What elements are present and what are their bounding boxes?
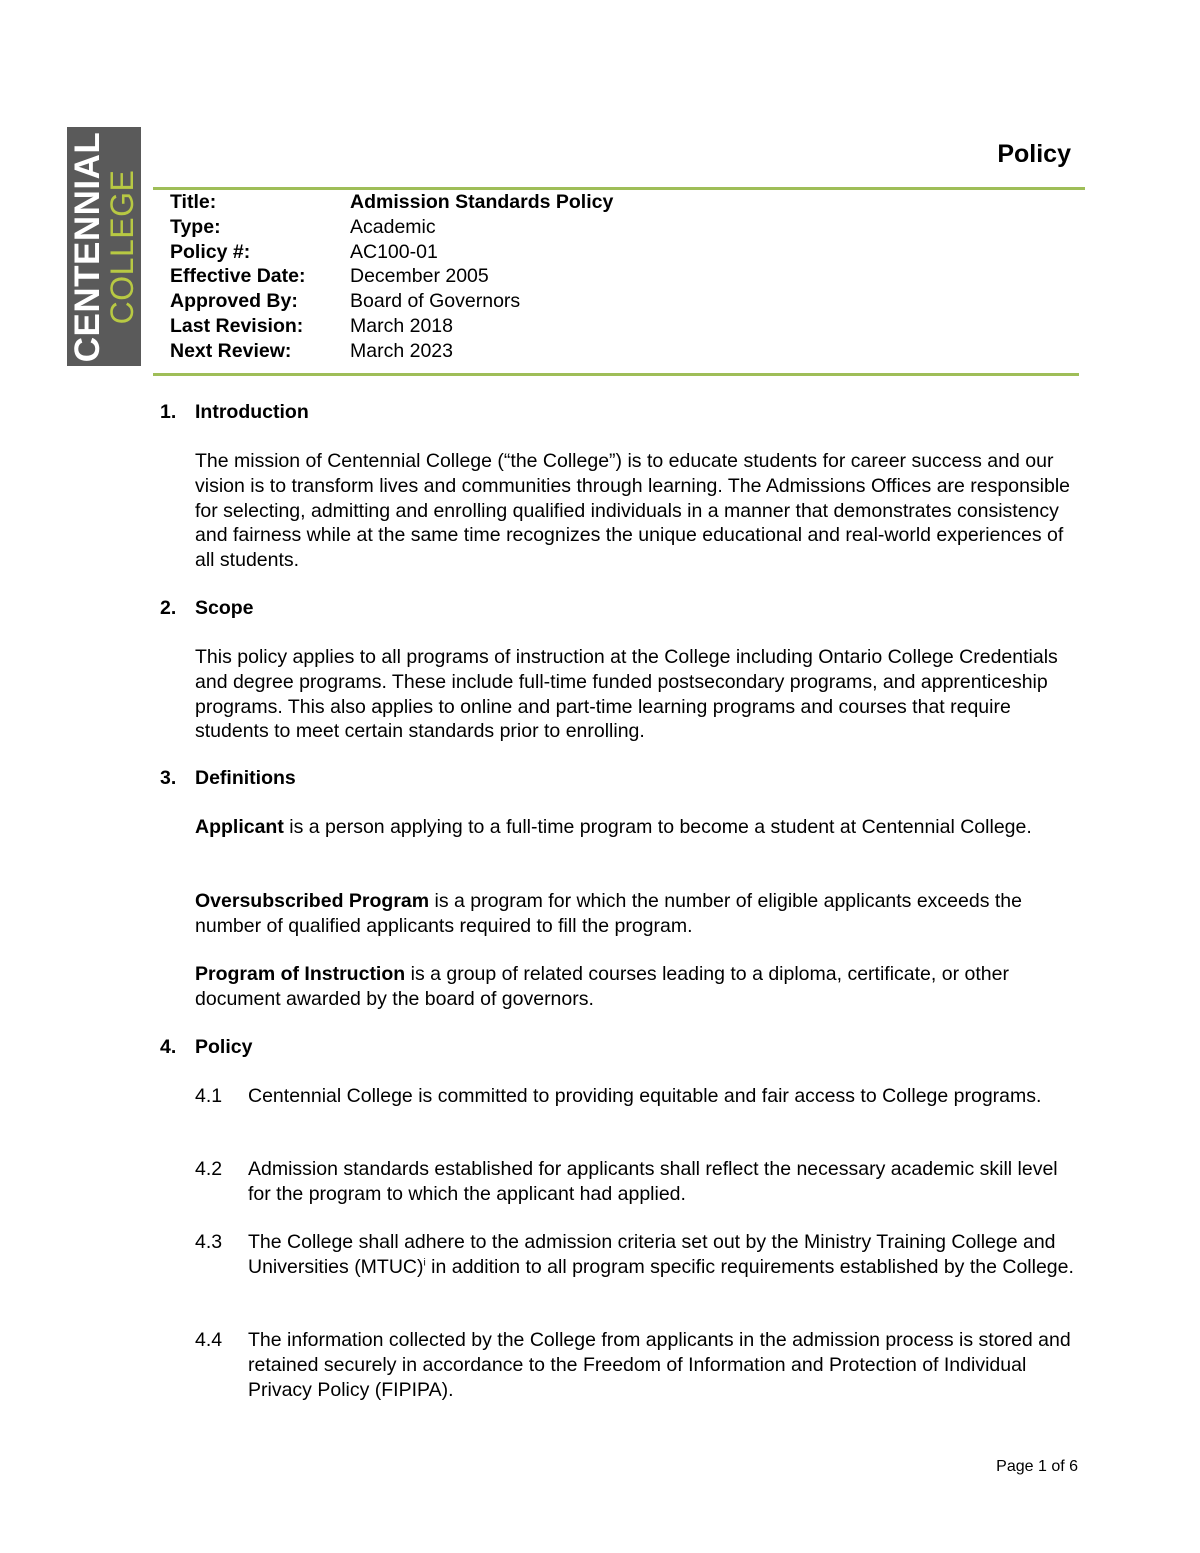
policy-item-number: 4.2 (195, 1158, 223, 1180)
footnote-marker[interactable]: i (423, 1257, 426, 1269)
meta-value: Board of Governors (350, 290, 521, 313)
policy-item-text-after: in addition to all program specific requirements established by the College. (425, 1255, 1074, 1278)
section-number: 2. (160, 597, 177, 619)
meta-row-type (170, 215, 613, 240)
meta-label: Approved By: (170, 290, 298, 313)
section-heading-policy (160, 1036, 252, 1059)
definition-program-of-instruction (195, 962, 1085, 1012)
meta-row-approved-by (170, 289, 613, 314)
section-number: 3. (160, 767, 177, 789)
definition-term: Applicant (195, 816, 284, 838)
policy-item-text (248, 1230, 1078, 1280)
definition-text: is a person applying to a full-time program to become a student at Centennial College. (283, 816, 1032, 838)
meta-value: March 2018 (350, 314, 453, 337)
meta-label: Last Revision: (170, 314, 304, 337)
meta-value: March 2023 (350, 339, 453, 362)
meta-value: Admission Standards Policy (350, 191, 614, 213)
section-heading-introduction (160, 401, 309, 424)
policy-item-text: The information collected by the College from applicants in the admission process is stored and retained securely in accordance to the Freedom of Information and Protection of Individual Privacy Policy (FIPIPA). (248, 1329, 1071, 1401)
page-number: Page 1 of 6 (996, 1458, 1078, 1475)
introduction-paragraph: The mission of Centennial College (“the College”) is to educate students for career success and our vision is to transform lives and communities through learning. The Admissions Offices are responsible for selecting, admitting and enrolling qualified individuals in a manner that demonstrates consistency and fairness while at the same time recognizes the unique educational and real-world experiences of all students. (195, 450, 1071, 572)
policy-metadata (170, 190, 613, 364)
meta-label: Policy #: (170, 240, 251, 263)
section-number: 1. (160, 401, 177, 423)
policy-item-text-before: The College shall adhere to the admission criteria set out by the Ministry Training College and Universities (MTUC) (248, 1231, 1056, 1278)
definition-term: Program of Instruction (195, 963, 406, 985)
definition-text: is a group of related courses leading to a diploma, certificate, or other document awarded by the board of governors. (195, 963, 1009, 1010)
meta-row-title (170, 190, 613, 215)
college-logo (67, 127, 141, 366)
policy-item-number: 4.1 (195, 1085, 223, 1107)
section-title: Scope (195, 597, 254, 619)
meta-label: Type: (170, 215, 221, 238)
logo-wordmark (67, 127, 141, 366)
section-title: Definitions (195, 767, 296, 789)
logo-line-2: COLLEGE (104, 169, 140, 324)
meta-value: Academic (350, 215, 436, 238)
scope-paragraph: This policy applies to all programs of instruction at the College including Ontario College Credentials and degree programs. These include full-time funded postsecondary programs, and apprenticeship programs. This also applies to online and part-time learning programs and courses that require students to meet certain standards prior to enrolling. (195, 646, 1058, 743)
definition-text: is a program for which the number of eligible applicants exceeds the number of qualified applicants required to fill the program. (195, 890, 1022, 937)
policy-item-number: 4.4 (195, 1329, 223, 1351)
section-title: Introduction (195, 401, 309, 423)
meta-label: Next Review: (170, 339, 292, 362)
section-heading-definitions (160, 767, 296, 790)
meta-value: December 2005 (350, 265, 489, 288)
section-heading-scope (160, 597, 254, 620)
meta-value: AC100-01 (350, 240, 438, 263)
logo-line-1: CENTENNIAL (68, 131, 107, 362)
meta-row-effective-date (170, 264, 613, 289)
policy-item-text: Centennial College is committed to providing equitable and fair access to College programs. (248, 1085, 1042, 1107)
definition-applicant (195, 815, 1085, 840)
document-type-heading: Policy (997, 140, 1071, 168)
meta-row-last-revision (170, 314, 613, 339)
meta-row-policy-number (170, 240, 613, 265)
header-rule-bottom (153, 373, 1079, 376)
section-title: Policy (195, 1036, 253, 1058)
section-number: 4. (160, 1036, 177, 1058)
policy-item-number: 4.3 (195, 1231, 223, 1253)
meta-label: Effective Date: (170, 265, 306, 288)
definition-oversubscribed-program (195, 889, 1085, 939)
meta-label: Title: (170, 191, 217, 213)
meta-row-next-review (170, 339, 613, 364)
definition-term: Oversubscribed Program (195, 890, 430, 912)
policy-item-text: Admission standards established for applicants shall reflect the necessary academic skill level for the program to which the applicant had applied. (248, 1158, 1058, 1205)
